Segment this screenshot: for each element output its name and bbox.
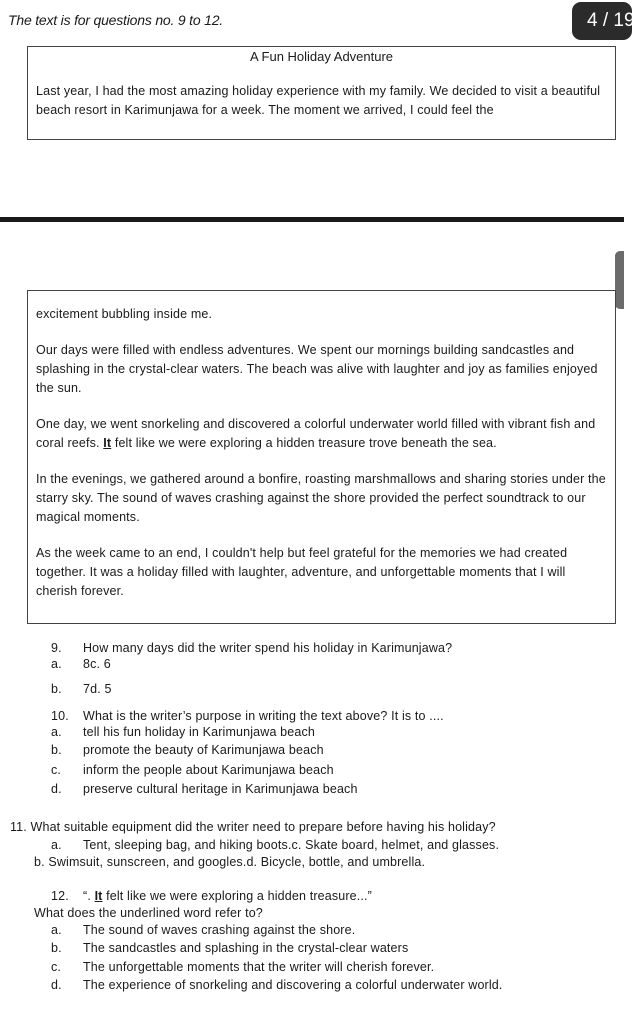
question-12-option-b[interactable] (51, 939, 408, 958)
question-10-option-d[interactable] (51, 780, 358, 799)
question-12-option-a[interactable] (51, 921, 355, 940)
option-letter: b. (51, 682, 62, 696)
question-10-option-a[interactable] (51, 723, 315, 742)
option-letter: a. (51, 923, 62, 937)
passage-paragraph-1: Last year, I had the most amazing holiday experience with my family. We decided to visit a beautiful beach resort in Karimunjawa for a week. The moment we arrived, I could feel the (36, 84, 601, 117)
instruction-text: The text is for questions no. 9 to 12. (8, 12, 223, 28)
page-indicator: 4 / 19 (572, 2, 632, 40)
question-12-prompt: What does the underlined word refer to? (34, 906, 263, 920)
paragraph-3-text-after: felt like we were exploring a hidden treasure trove beneath the sea. (111, 436, 497, 450)
option-letter: b. (51, 743, 62, 757)
option-letter: c. (51, 763, 62, 777)
passage-paragraph-4: In the evenings, we gathered around a bonfire, roasting marshmallows and sharing stories under the starry sky. The sound of waves crashing against the shore provided the perfect soundtrack to our magical moments. (36, 472, 606, 524)
question-number: 12. (51, 889, 69, 903)
option-letter: a. (51, 725, 62, 739)
passage-box-bottom (27, 290, 616, 624)
underlined-word-it: It (94, 889, 103, 903)
question-9 (51, 639, 452, 658)
option-text: promote the beauty of Karimunjawa beach (83, 743, 324, 757)
option-text: The unforgettable moments that the writer will cherish forever. (83, 960, 435, 974)
passage-title: A Fun Holiday Adventure (249, 49, 394, 64)
scrollbar-thumb[interactable] (615, 251, 624, 309)
option-text: The experience of snorkeling and discovering a colorful underwater world. (83, 978, 503, 992)
option-letter: c. (51, 960, 62, 974)
option-letter: d. (51, 978, 62, 992)
option-text: inform the people about Karimunjawa beach (83, 763, 334, 777)
option-letter: d. (51, 782, 62, 796)
option-text: tell his fun holiday in Karimunjawa beach (83, 725, 315, 739)
underlined-word-it: It (103, 436, 112, 450)
question-11: 11. What suitable equipment did the writer need to prepare before having his holiday? (10, 820, 496, 834)
option-text: The sandcastles and splashing in the crystal-clear waters (83, 941, 409, 955)
option-text: 8c. 6 (83, 657, 111, 671)
question-11-option-b[interactable]: b. Swimsuit, sunscreen, and googles.d. Bicycle, bottle, and umbrella. (34, 855, 426, 869)
passage-paragraph-5: As the week came to an end, I couldn't help but feel grateful for the memories we had created together. It was a holiday filled with laughter, adventure, and unforgettable moments that I will cherish forever. (36, 546, 568, 598)
question-10-option-c[interactable] (51, 761, 334, 780)
option-text: preserve cultural heritage in Karimunjawa beach (83, 782, 358, 796)
question-12-option-c[interactable] (51, 958, 434, 977)
option-text: Tent, sleeping bag, and hiking boots.c. Skate board, helmet, and glasses. (83, 838, 500, 852)
quote-after: felt like we were exploring a hidden treasure...” (102, 889, 372, 903)
question-9-option-a[interactable] (51, 655, 111, 674)
passage-paragraph-2: Our days were filled with endless adventures. We spent our mornings building sandcastles and splashing in the crystal-clear waters. The beach was alive with laughter and joy as families enjoyed the sun. (36, 343, 598, 395)
option-letter: b. (51, 941, 62, 955)
option-letter: a. (51, 657, 62, 671)
option-text: 7d. 5 (83, 682, 112, 696)
option-text: The sound of waves crashing against the shore. (83, 923, 356, 937)
question-10-option-b[interactable] (51, 741, 324, 760)
option-letter: a. (51, 838, 62, 852)
question-text: What is the writer’s purpose in writing the text above? It is to .... (83, 709, 444, 723)
question-number: 9. (51, 641, 62, 655)
passage-paragraph-3 (28, 415, 615, 453)
quote-before: “. (83, 889, 95, 903)
page-divider (0, 217, 624, 222)
question-9-option-b[interactable] (51, 680, 112, 699)
question-12-option-d[interactable] (51, 976, 503, 995)
question-text: How many days did the writer spend his holiday in Karimunjawa? (83, 641, 453, 655)
passage-box-top (27, 46, 616, 140)
question-number: 10. (51, 709, 69, 723)
passage-paragraph-1-continued: excitement bubbling inside me. (36, 307, 213, 321)
paragraph-3-text-before: One day, we went snorkeling and discovered a colorful underwater world filled with vibrant fish and coral reefs. (36, 417, 596, 450)
